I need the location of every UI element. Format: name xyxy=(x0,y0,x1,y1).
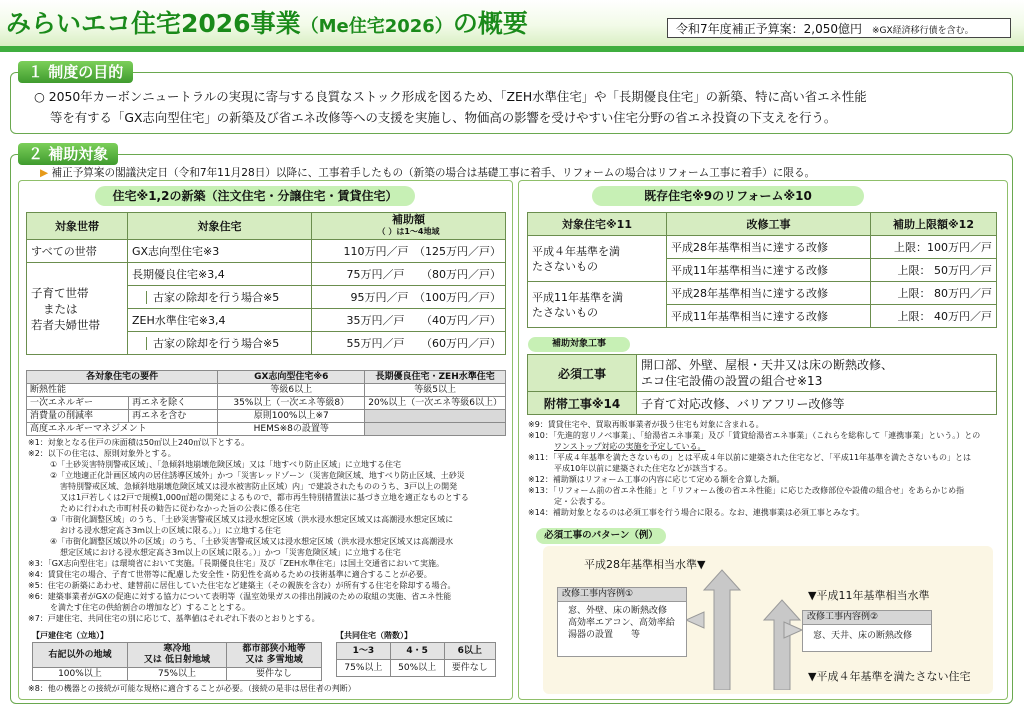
long-life-demolition-amount: 95万円／戸 （100万円／戸） xyxy=(312,286,506,309)
reform-h4-limit-28: 上限：100万円／戸 xyxy=(871,236,997,259)
req-header-long-zeh: 長期優良住宅・ZEH水準住宅 xyxy=(365,371,506,384)
apartment-h3: 6以上 xyxy=(444,643,495,660)
gx-house: GX志向型住宅※3 xyxy=(128,240,312,263)
apartment-h2: 4・5 xyxy=(390,643,444,660)
gx-amount: 110万円／戸 （125万円／戸） xyxy=(312,240,506,263)
note-11a: ※11：「平成４年基準を満たさないもの」とは平成４年以前に建築された住宅など、「平成11年基準を満たさないもの」とは xyxy=(528,453,972,462)
header-divider xyxy=(0,46,1024,52)
reform-col-limit: 補助上限額※12 xyxy=(871,213,997,236)
connector-right xyxy=(784,622,802,638)
note-12: ※12：補助額はリフォーム工事の内容に応じて定める額を合算した額。 xyxy=(528,475,785,484)
section1-heading: １ 制度の目的 xyxy=(18,61,133,83)
works-additional-desc: 子育て対応改修、バリアフリー改修等 xyxy=(637,392,997,415)
budget-text: 令和7年度補正予算案：2,050億円 xyxy=(676,22,862,36)
level-h4: ▼平成４年基準を満たさない住宅 xyxy=(808,670,971,683)
detached-v3: 要件なし xyxy=(227,668,322,681)
note-7: ※7：戸建住宅、共同住宅の別に応じて、基準値はそれぞれ下表のとおりとする。 xyxy=(28,614,320,623)
pattern-label: 必須工事のパターン（例） xyxy=(536,528,666,544)
reform-col-target: 対象住宅※11 xyxy=(528,213,667,236)
note-6a: ※6：建築事業者がGXの促進に対する協力について表明等（温室効果ガスの排出削減のための取組の実施、省エネ性能 xyxy=(28,592,452,601)
reform-h11-work-28: 平成28年基準相当に達する改修 xyxy=(667,282,871,305)
level-h11: ▼平成11年基準相当水準 xyxy=(808,589,930,602)
works-additional: 附帯工事※14 xyxy=(528,392,637,415)
eligibility-notice: ▶ 補正予算案の閣議決定日（令和7年11月28日）以降に、工事着手したもの（新築の場合は基礎工事に着手、リフォームの場合はリフォーム工事に着手）に限る。 xyxy=(40,167,816,179)
note-5: ※5：住宅の新築にあわせ、建替前に居住していた住宅など建築主（その親族を含む）が所有する住宅を除却する場合。 xyxy=(28,581,456,590)
level-h28: 平成28年基準相当水準▼ xyxy=(584,558,706,571)
note-3: ※3：「GX志向型住宅」は環境省において実施。「長期優良住宅」及び「ZEH水準住宅」は国土交通省において実施。 xyxy=(28,559,445,568)
req-incl-renewable: 再エネを含む xyxy=(129,410,218,423)
budget-note: ※GX経済移行債を含む。 xyxy=(872,26,974,36)
requirements-table xyxy=(26,370,506,436)
example2-title: 改修工事内容例② xyxy=(803,611,931,625)
note-1: ※1：対象となる住戸の床面積は50㎡以上240㎡以下とする。 xyxy=(28,438,250,447)
page-title: みらいエコ住宅2026事業（Me住宅2026）の概要 xyxy=(6,9,528,38)
reform-h4-target: 平成４年基準を満 たさないもの xyxy=(528,236,667,282)
example2-box xyxy=(802,610,932,652)
req-hems-long xyxy=(365,423,506,436)
note-2-2c: 又は1戸若しくは2戸で規模1,000㎡超の開発によるもので、都市再生特別措置法に基づき立地を適正なものとする xyxy=(60,493,469,502)
reform-h11-target: 平成11年基準を満 たさないもの xyxy=(528,282,667,328)
zeh-demolition: 古家の除却を行う場合※5 xyxy=(128,332,312,355)
example1-body: 窓、外壁、床の断熱改修 高効率エアコン、高効率給 湯器の設置 等 xyxy=(568,606,675,640)
works-label: 補助対象工事 xyxy=(528,337,630,352)
req-insulation-long: 等級5以上 xyxy=(365,384,506,397)
note-14: ※14：補助対象となるのは必須工事を行う場合に限る。なお、連携事業は必須工事とみなす。 xyxy=(528,508,865,517)
reform-table xyxy=(527,212,997,328)
apartment-v2: 50%以上 xyxy=(390,660,444,677)
note-2-4a: ④「市街化調整区域以外の区域」のうち、「土砂災害警戒区域又は浸水想定区域（洪水浸水想定区域又は高潮浸水 xyxy=(50,537,454,546)
detached-v2: 75%以上 xyxy=(127,668,226,681)
purpose-line-2: 等を有する「GX志向型住宅」の新築及び省エネ改修等への支援を実施し、物価高の影響を受けやすい住宅分野の省エネ投資の下支えを行う。 xyxy=(50,110,837,125)
note-10b: ワンストップ対応の実施を予定している。 xyxy=(554,442,706,451)
works-required-desc: 開口部、外壁、屋根・天井又は床の断熱改修、 エコ住宅設備の設置の組合せ※13 xyxy=(637,355,997,392)
reform-heading: 既存住宅※9のリフォーム※10 xyxy=(592,186,864,206)
row-kids-households: 子育て世帯 または 若者夫婦世帯 xyxy=(27,263,128,355)
reform-col-work: 改修工事 xyxy=(667,213,871,236)
note-2-4b: 想定区域における浸水想定高さ3m以上の区域に限る。）」かつ「災害危険区域」に立地する住宅 xyxy=(60,548,401,557)
apartment-label: 【共同住宅（階数）】 xyxy=(336,631,412,640)
row-all-households: すべての世帯 xyxy=(27,240,128,263)
note-2: ※2：以下の住宅は、原則対象外とする。 xyxy=(28,449,176,458)
works-required: 必須工事 xyxy=(528,355,637,392)
reform-h4-work-11: 平成11年基準相当に達する改修 xyxy=(667,259,871,282)
newbuild-notes xyxy=(28,437,508,624)
detached-h1: 右記以外の地域 xyxy=(33,643,128,668)
example1-title: 改修工事内容例① xyxy=(558,588,686,602)
long-life-house: 長期優良住宅※3,4 xyxy=(128,263,312,286)
req-insulation: 断熱性能 xyxy=(27,384,218,397)
note-2-2d: ために行われた市町村長の勧告に従わなかった旨の公表に係る住宅 xyxy=(60,504,300,513)
reform-h11-limit-11: 上限： 40万円／戸 xyxy=(871,305,997,328)
req-header-item: 各対象住宅の要件 xyxy=(27,371,218,384)
works-table xyxy=(527,354,997,415)
reform-h4-limit-11: 上限： 50万円／戸 xyxy=(871,259,997,282)
zeh-demolition-amount: 55万円／戸 （60万円／戸） xyxy=(312,332,506,355)
note-2-3b: おける浸水想定高さ3m以上の区域に限る。）」に立地する住宅 xyxy=(60,526,281,535)
note-6b: を満たす住宅の供給割合の増加など）することとする。 xyxy=(50,603,250,612)
newbuild-heading: 住宅※1,2の新築（注文住宅・分譲住宅・賃貸住宅） xyxy=(95,186,415,206)
note-10a: ※10：「先進的窓リノベ事業」、「給湯省エネ事業」及び「賃貸給湯省エネ事業」（これらを総称して「連携事業」という。）との xyxy=(528,431,981,440)
req-energy-long: 20%以上（一次エネ等級6以上） xyxy=(365,397,506,410)
req-reduction-long xyxy=(365,410,506,423)
note-2-1: ①「土砂災害特別警戒区域」、「急傾斜地崩壊危険区域」又は「地すべり防止区域」に立地する住宅 xyxy=(50,460,402,469)
example2-body: 窓、天井、床の断熱改修 xyxy=(813,631,913,641)
note-8: ※8：他の機器との接続が可能な規格に適合することが必要。（接続の是非は居住者の判断） xyxy=(28,684,356,693)
detached-h2: 寒冷地 又は 低日射地域 xyxy=(127,643,226,668)
detached-label: 【戸建住宅（立地）】 xyxy=(32,631,108,640)
note-13b: 定・公表する。 xyxy=(554,497,610,506)
req-energy-label: 一次エネルギー xyxy=(27,397,129,410)
zeh-house: ZEH水準住宅※3,4 xyxy=(128,309,312,332)
reform-h11-limit-28: 上限： 80万円／戸 xyxy=(871,282,997,305)
req-reduction-gx: 原則100%以上※7 xyxy=(218,410,365,423)
req-header-gx: GX志向型住宅※6 xyxy=(218,371,365,384)
note-9: ※9：賃貸住宅や、買取再販事業者が扱う住宅も対象に含まれる。 xyxy=(528,420,764,429)
connector-arrows xyxy=(686,610,806,650)
note-2-2a: ②「立地適正化計画区域内の居住誘導区域外」かつ「災害レッドゾーン（災害危険区域、地すべり防止区域、土砂災 xyxy=(50,471,465,480)
detached-v1: 100%以上 xyxy=(33,668,128,681)
col-target: 対象住宅 xyxy=(128,213,312,240)
apartment-table xyxy=(336,642,496,677)
req-excl-renewable: 再エネを除く xyxy=(129,397,218,410)
req-reduction-label: 消費量の削減率 xyxy=(27,410,129,423)
long-life-demolition: 古家の除却を行う場合※5 xyxy=(128,286,312,309)
example1-box xyxy=(557,587,687,657)
col-household: 対象世帯 xyxy=(27,213,128,240)
apartment-v1: 75%以上 xyxy=(337,660,391,677)
reform-h4-work-28: 平成28年基準相当に達する改修 xyxy=(667,236,871,259)
note-4: ※4：賃貸住宅の場合、子育て世帯等に配慮した安全性・防犯性を高めるための技術基準に適合することが必要。 xyxy=(28,570,432,579)
zeh-amount: 35万円／戸 （40万円／戸） xyxy=(312,309,506,332)
section2-heading: ２ 補助対象 xyxy=(18,143,118,165)
apartment-v3: 要件なし xyxy=(444,660,495,677)
connector-left xyxy=(686,612,704,628)
apartment-h1: 1～3 xyxy=(337,643,391,660)
note-11b: 平成10年以前に建築された住宅などが該当する。 xyxy=(554,464,733,473)
long-life-amount: 75万円／戸 （80万円／戸） xyxy=(312,263,506,286)
reform-h11-work-11: 平成11年基準相当に達する改修 xyxy=(667,305,871,328)
triangle-icon: ▶ xyxy=(40,167,49,179)
req-energy-gx: 35%以上（一次エネ等級8） xyxy=(218,397,365,410)
newbuild-table xyxy=(26,212,506,355)
detached-table xyxy=(32,642,322,681)
req-hems-gx: HEMS※8の設置等 xyxy=(218,423,365,436)
reform-notes xyxy=(528,419,1006,518)
budget-box xyxy=(667,18,1011,38)
req-insulation-gx: 等級6以上 xyxy=(218,384,365,397)
req-hems-label: 高度エネルギーマネジメント xyxy=(27,423,218,436)
note-13a: ※13：「リフォーム前の省エネ性能」と「リフォーム後の省エネ性能」に応じた改修部位や設備の組合せ」をあらかじめ指 xyxy=(528,486,965,495)
purpose-line-1: ○ 2050年カーボンニュートラルの実現に寄与する良質なストック形成を図るため、「ZEH水準住宅」や「長期優良住宅」の新築、特に高い省エネ性能 xyxy=(34,89,867,104)
detached-h3: 都市部狭小地等 又は 多雪地域 xyxy=(227,643,322,668)
col-amount: 補助額 （ ）は1～4地域 xyxy=(312,213,506,240)
note-2-3a: ③「市街化調整区域」のうち、「土砂災害警戒区域又は浸水想定区域（洪水浸水想定区域又は高潮浸水想定区域に xyxy=(50,515,454,524)
note-2-2b: 害特別警戒区域、急傾斜地崩壊危険区域又は浸水被害防止区域）内」で建設されたもののうち、3戸以上の開発 xyxy=(60,482,458,491)
